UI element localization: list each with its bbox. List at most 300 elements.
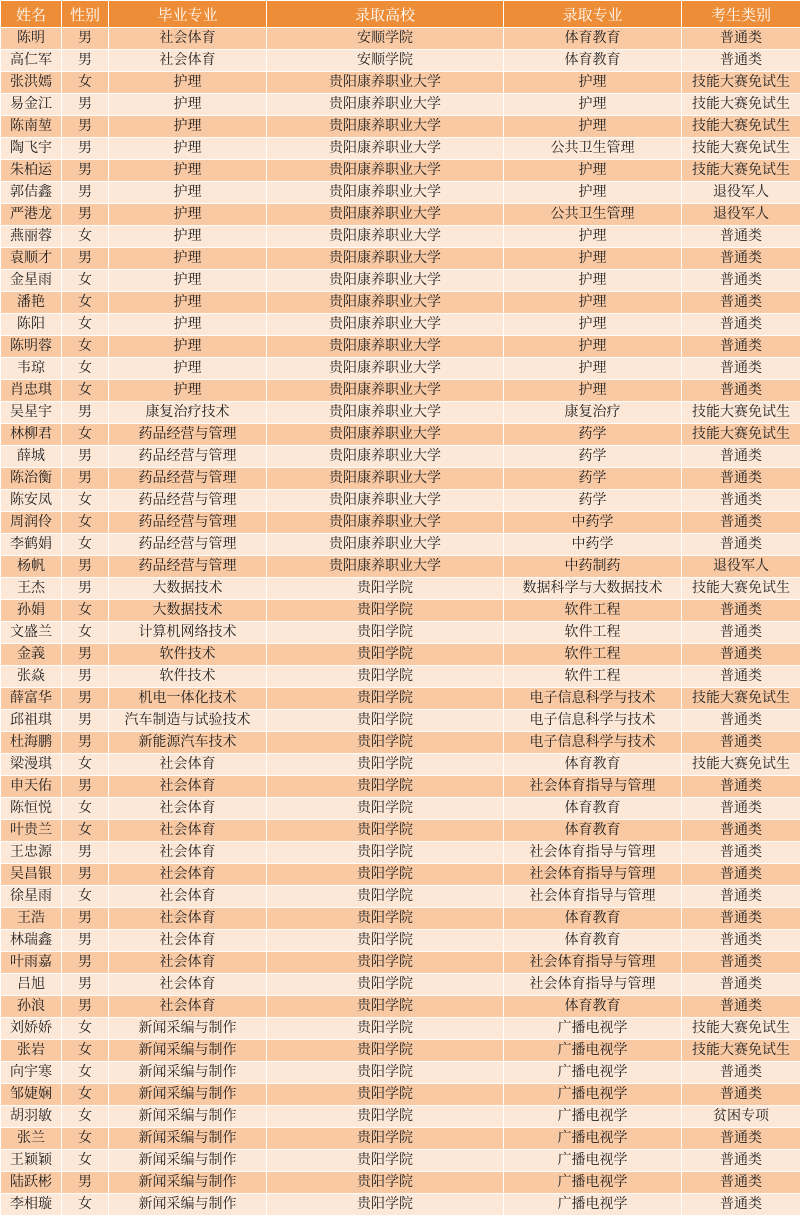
- cell-graduation-major: 社会体育: [109, 842, 267, 864]
- cell-admitted-major: 社会体育指导与管理: [504, 886, 682, 908]
- cell-gender: 女: [62, 1194, 109, 1216]
- cell-name: 王颖颖: [1, 1150, 62, 1172]
- cell-graduation-major: 护理: [109, 94, 267, 116]
- cell-name: 陈阳: [1, 314, 62, 336]
- cell-name: 邱祖琪: [1, 710, 62, 732]
- cell-gender: 女: [62, 534, 109, 556]
- table-row: [1, 468, 800, 490]
- cell-category: 普通类: [682, 1062, 800, 1084]
- cell-category: 普通类: [682, 732, 800, 754]
- table-row: [1, 666, 800, 688]
- cell-admitted-major: 社会体育指导与管理: [504, 864, 682, 886]
- cell-graduation-major: 药品经营与管理: [109, 512, 267, 534]
- cell-admitted-major: 护理: [504, 72, 682, 94]
- cell-gender: 男: [62, 908, 109, 930]
- cell-admitted-major: 护理: [504, 248, 682, 270]
- cell-gender: 男: [62, 864, 109, 886]
- cell-gender: 女: [62, 1106, 109, 1128]
- table-row: [1, 600, 800, 622]
- cell-gender: 男: [62, 732, 109, 754]
- cell-graduation-major: 新闻采编与制作: [109, 1172, 267, 1194]
- cell-admitted-major: 数据科学与大数据技术: [504, 578, 682, 600]
- cell-name: 张洪嫣: [1, 72, 62, 94]
- cell-name: 陶飞宇: [1, 138, 62, 160]
- cell-graduation-major: 护理: [109, 160, 267, 182]
- cell-category: 普通类: [682, 380, 800, 402]
- cell-gender: 女: [62, 1084, 109, 1106]
- cell-admitted-major: 护理: [504, 314, 682, 336]
- cell-name: 严港龙: [1, 204, 62, 226]
- cell-admitted-school: 贵阳学院: [267, 732, 504, 754]
- cell-name: 高仁军: [1, 50, 62, 72]
- cell-admitted-major: 社会体育指导与管理: [504, 952, 682, 974]
- cell-admitted-major: 社会体育指导与管理: [504, 842, 682, 864]
- cell-graduation-major: 护理: [109, 336, 267, 358]
- cell-admitted-major: 护理: [504, 380, 682, 402]
- cell-graduation-major: 药品经营与管理: [109, 468, 267, 490]
- cell-graduation-major: 康复治疗技术: [109, 402, 267, 424]
- cell-name: 杜海鹏: [1, 732, 62, 754]
- cell-admitted-school: 贵阳康养职业大学: [267, 270, 504, 292]
- cell-graduation-major: 社会体育: [109, 754, 267, 776]
- cell-name: 申天佑: [1, 776, 62, 798]
- cell-gender: 女: [62, 820, 109, 842]
- cell-name: 易金江: [1, 94, 62, 116]
- cell-admitted-major: 康复治疗: [504, 402, 682, 424]
- cell-graduation-major: 大数据技术: [109, 600, 267, 622]
- cell-gender: 女: [62, 314, 109, 336]
- table-row: [1, 1084, 800, 1106]
- cell-admitted-major: 社会体育指导与管理: [504, 776, 682, 798]
- cell-category: 普通类: [682, 886, 800, 908]
- cell-category: 普通类: [682, 776, 800, 798]
- cell-category: 普通类: [682, 1194, 800, 1216]
- cell-admitted-school: 贵阳康养职业大学: [267, 402, 504, 424]
- table-row: [1, 490, 800, 512]
- cell-gender: 女: [62, 512, 109, 534]
- cell-admitted-major: 中药制药: [504, 556, 682, 578]
- cell-category: 普通类: [682, 1128, 800, 1150]
- cell-gender: 男: [62, 160, 109, 182]
- cell-graduation-major: 新能源汽车技术: [109, 732, 267, 754]
- cell-category: 普通类: [682, 490, 800, 512]
- cell-name: 陈恒悦: [1, 798, 62, 820]
- cell-admitted-school: 贵阳康养职业大学: [267, 446, 504, 468]
- cell-graduation-major: 药品经营与管理: [109, 446, 267, 468]
- cell-category: 普通类: [682, 644, 800, 666]
- cell-gender: 男: [62, 182, 109, 204]
- cell-admitted-school: 贵阳康养职业大学: [267, 336, 504, 358]
- cell-admitted-major: 广播电视学: [504, 1084, 682, 1106]
- cell-name: 周润伶: [1, 512, 62, 534]
- cell-graduation-major: 新闻采编与制作: [109, 1128, 267, 1150]
- table-row: [1, 160, 800, 182]
- table-row: [1, 380, 800, 402]
- cell-gender: 男: [62, 138, 109, 160]
- cell-name: 叶贵兰: [1, 820, 62, 842]
- cell-admitted-school: 贵阳学院: [267, 1106, 504, 1128]
- cell-name: 叶雨嘉: [1, 952, 62, 974]
- cell-category: 普通类: [682, 952, 800, 974]
- cell-gender: 男: [62, 248, 109, 270]
- cell-admitted-school: 贵阳学院: [267, 754, 504, 776]
- cell-category: 普通类: [682, 446, 800, 468]
- cell-name: 郭佶鑫: [1, 182, 62, 204]
- cell-admitted-school: 贵阳学院: [267, 710, 504, 732]
- table-row: [1, 710, 800, 732]
- cell-graduation-major: 社会体育: [109, 864, 267, 886]
- table-row: [1, 94, 800, 116]
- table-row: [1, 996, 800, 1018]
- cell-name: 张岩: [1, 1040, 62, 1062]
- table-row: [1, 50, 800, 72]
- cell-category: 普通类: [682, 512, 800, 534]
- cell-admitted-major: 广播电视学: [504, 1062, 682, 1084]
- cell-admitted-major: 体育教育: [504, 28, 682, 50]
- cell-admitted-major: 体育教育: [504, 930, 682, 952]
- cell-graduation-major: 社会体育: [109, 776, 267, 798]
- cell-admitted-school: 贵阳康养职业大学: [267, 424, 504, 446]
- cell-name: 王浩: [1, 908, 62, 930]
- cell-name: 陈治衡: [1, 468, 62, 490]
- cell-admitted-school: 贵阳康养职业大学: [267, 490, 504, 512]
- cell-admitted-school: 贵阳学院: [267, 908, 504, 930]
- cell-admitted-major: 公共卫生管理: [504, 204, 682, 226]
- cell-admitted-school: 贵阳康养职业大学: [267, 116, 504, 138]
- cell-category: 普通类: [682, 1172, 800, 1194]
- cell-name: 金星雨: [1, 270, 62, 292]
- cell-name: 朱柏运: [1, 160, 62, 182]
- cell-graduation-major: 新闻采编与制作: [109, 1084, 267, 1106]
- table-row: [1, 732, 800, 754]
- cell-category: 普通类: [682, 270, 800, 292]
- cell-admitted-major: 软件工程: [504, 600, 682, 622]
- cell-name: 王忠源: [1, 842, 62, 864]
- table-row: [1, 182, 800, 204]
- cell-gender: 女: [62, 424, 109, 446]
- table-row: [1, 402, 800, 424]
- cell-gender: 女: [62, 1128, 109, 1150]
- cell-admitted-school: 贵阳学院: [267, 820, 504, 842]
- cell-graduation-major: 新闻采编与制作: [109, 1150, 267, 1172]
- cell-name: 薛城: [1, 446, 62, 468]
- cell-name: 吴昌银: [1, 864, 62, 886]
- cell-graduation-major: 社会体育: [109, 886, 267, 908]
- cell-category: 普通类: [682, 974, 800, 996]
- cell-graduation-major: 社会体育: [109, 952, 267, 974]
- cell-admitted-school: 安顺学院: [267, 28, 504, 50]
- cell-graduation-major: 社会体育: [109, 798, 267, 820]
- table-row: [1, 798, 800, 820]
- table-row: [1, 820, 800, 842]
- cell-name: 王杰: [1, 578, 62, 600]
- table-row: [1, 776, 800, 798]
- cell-category: 技能大赛免试生: [682, 424, 800, 446]
- table-row: [1, 1018, 800, 1040]
- table-row: [1, 424, 800, 446]
- cell-graduation-major: 新闻采编与制作: [109, 1194, 267, 1216]
- cell-admitted-major: 社会体育指导与管理: [504, 974, 682, 996]
- header-row: [1, 1, 800, 28]
- cell-graduation-major: 软件技术: [109, 644, 267, 666]
- cell-category: 技能大赛免试生: [682, 116, 800, 138]
- cell-category: 普通类: [682, 248, 800, 270]
- cell-category: 普通类: [682, 864, 800, 886]
- cell-admitted-school: 贵阳学院: [267, 578, 504, 600]
- cell-graduation-major: 新闻采编与制作: [109, 1062, 267, 1084]
- cell-admitted-school: 贵阳康养职业大学: [267, 292, 504, 314]
- cell-admitted-major: 体育教育: [504, 50, 682, 72]
- cell-name: 徐星雨: [1, 886, 62, 908]
- cell-name: 肖忠琪: [1, 380, 62, 402]
- cell-admitted-school: 贵阳康养职业大学: [267, 138, 504, 160]
- cell-graduation-major: 药品经营与管理: [109, 490, 267, 512]
- cell-admitted-school: 贵阳学院: [267, 600, 504, 622]
- cell-admitted-major: 广播电视学: [504, 1040, 682, 1062]
- cell-category: 普通类: [682, 600, 800, 622]
- table-row: [1, 930, 800, 952]
- cell-name: 向宇寒: [1, 1062, 62, 1084]
- cell-graduation-major: 护理: [109, 72, 267, 94]
- cell-graduation-major: 社会体育: [109, 908, 267, 930]
- cell-name: 韦琼: [1, 358, 62, 380]
- cell-admitted-school: 贵阳学院: [267, 842, 504, 864]
- table-row: [1, 1194, 800, 1216]
- cell-gender: 女: [62, 1040, 109, 1062]
- cell-graduation-major: 护理: [109, 358, 267, 380]
- cell-gender: 女: [62, 798, 109, 820]
- table-row: [1, 1040, 800, 1062]
- cell-admitted-major: 电子信息科学与技术: [504, 710, 682, 732]
- cell-name: 陈安凤: [1, 490, 62, 512]
- cell-admitted-school: 贵阳康养职业大学: [267, 534, 504, 556]
- table-row: [1, 358, 800, 380]
- cell-admitted-major: 广播电视学: [504, 1150, 682, 1172]
- cell-category: 技能大赛免试生: [682, 578, 800, 600]
- cell-graduation-major: 护理: [109, 204, 267, 226]
- cell-admitted-major: 护理: [504, 336, 682, 358]
- cell-gender: 男: [62, 578, 109, 600]
- cell-graduation-major: 计算机网络技术: [109, 622, 267, 644]
- cell-name: 孙娟: [1, 600, 62, 622]
- col-header-graduation-major: 毕业专业: [109, 1, 267, 28]
- table-row: [1, 1106, 800, 1128]
- table-row: [1, 248, 800, 270]
- table-row: [1, 974, 800, 996]
- cell-graduation-major: 护理: [109, 248, 267, 270]
- cell-graduation-major: 新闻采编与制作: [109, 1040, 267, 1062]
- cell-gender: 男: [62, 776, 109, 798]
- cell-name: 李鹤娟: [1, 534, 62, 556]
- cell-gender: 男: [62, 446, 109, 468]
- cell-name: 陈南堃: [1, 116, 62, 138]
- cell-graduation-major: 护理: [109, 138, 267, 160]
- cell-graduation-major: 社会体育: [109, 28, 267, 50]
- cell-graduation-major: 药品经营与管理: [109, 556, 267, 578]
- col-header-admitted-major: 录取专业: [504, 1, 682, 28]
- cell-admitted-major: 中药学: [504, 534, 682, 556]
- cell-name: 张兰: [1, 1128, 62, 1150]
- cell-admitted-major: 体育教育: [504, 798, 682, 820]
- cell-graduation-major: 护理: [109, 380, 267, 402]
- cell-gender: 男: [62, 996, 109, 1018]
- cell-name: 孙浪: [1, 996, 62, 1018]
- cell-category: 普通类: [682, 1084, 800, 1106]
- cell-name: 吕旭: [1, 974, 62, 996]
- table-row: [1, 842, 800, 864]
- cell-admitted-school: 贵阳学院: [267, 688, 504, 710]
- table-row: [1, 314, 800, 336]
- cell-gender: 男: [62, 952, 109, 974]
- cell-admitted-major: 体育教育: [504, 820, 682, 842]
- cell-category: 普通类: [682, 996, 800, 1018]
- col-header-gender: 性别: [62, 1, 109, 28]
- cell-gender: 男: [62, 94, 109, 116]
- cell-gender: 男: [62, 930, 109, 952]
- cell-name: 文盛兰: [1, 622, 62, 644]
- cell-admitted-school: 贵阳康养职业大学: [267, 72, 504, 94]
- cell-category: 退役军人: [682, 204, 800, 226]
- cell-admitted-school: 贵阳学院: [267, 622, 504, 644]
- cell-admitted-major: 软件工程: [504, 666, 682, 688]
- cell-name: 潘艳: [1, 292, 62, 314]
- cell-name: 梁漫琪: [1, 754, 62, 776]
- cell-gender: 女: [62, 270, 109, 292]
- cell-gender: 女: [62, 600, 109, 622]
- cell-category: 普通类: [682, 28, 800, 50]
- cell-gender: 男: [62, 116, 109, 138]
- cell-gender: 男: [62, 28, 109, 50]
- table-row: [1, 578, 800, 600]
- cell-graduation-major: 护理: [109, 182, 267, 204]
- cell-category: 技能大赛免试生: [682, 402, 800, 424]
- cell-category: 技能大赛免试生: [682, 1018, 800, 1040]
- cell-admitted-major: 护理: [504, 116, 682, 138]
- col-header-name: 姓名: [1, 1, 62, 28]
- cell-category: 退役军人: [682, 556, 800, 578]
- cell-graduation-major: 社会体育: [109, 820, 267, 842]
- cell-graduation-major: 社会体育: [109, 930, 267, 952]
- cell-gender: 男: [62, 666, 109, 688]
- cell-graduation-major: 护理: [109, 226, 267, 248]
- cell-admitted-school: 贵阳康养职业大学: [267, 512, 504, 534]
- cell-graduation-major: 软件技术: [109, 666, 267, 688]
- table-row: [1, 1172, 800, 1194]
- cell-category: 普通类: [682, 292, 800, 314]
- cell-gender: 男: [62, 556, 109, 578]
- cell-admitted-school: 贵阳学院: [267, 1018, 504, 1040]
- cell-graduation-major: 社会体育: [109, 974, 267, 996]
- cell-name: 吴星宇: [1, 402, 62, 424]
- cell-graduation-major: 社会体育: [109, 996, 267, 1018]
- cell-admitted-school: 贵阳学院: [267, 1128, 504, 1150]
- cell-category: 技能大赛免试生: [682, 688, 800, 710]
- cell-admitted-school: 贵阳学院: [267, 930, 504, 952]
- cell-admitted-major: 护理: [504, 292, 682, 314]
- cell-category: 普通类: [682, 50, 800, 72]
- cell-name: 杨帆: [1, 556, 62, 578]
- cell-graduation-major: 药品经营与管理: [109, 534, 267, 556]
- cell-gender: 男: [62, 402, 109, 424]
- cell-admitted-school: 贵阳学院: [267, 644, 504, 666]
- cell-admitted-school: 贵阳学院: [267, 1172, 504, 1194]
- cell-admitted-major: 药学: [504, 424, 682, 446]
- table-row: [1, 270, 800, 292]
- cell-gender: 男: [62, 974, 109, 996]
- table-row: [1, 644, 800, 666]
- cell-admitted-school: 贵阳康养职业大学: [267, 248, 504, 270]
- cell-admitted-major: 软件工程: [504, 622, 682, 644]
- cell-graduation-major: 护理: [109, 116, 267, 138]
- cell-admitted-major: 体育教育: [504, 996, 682, 1018]
- cell-graduation-major: 新闻采编与制作: [109, 1018, 267, 1040]
- table-row: [1, 226, 800, 248]
- table-row: [1, 952, 800, 974]
- cell-graduation-major: 护理: [109, 292, 267, 314]
- table-row: [1, 28, 800, 50]
- cell-category: 普通类: [682, 842, 800, 864]
- col-header-admitted-school: 录取高校: [267, 1, 504, 28]
- cell-admitted-school: 贵阳学院: [267, 996, 504, 1018]
- cell-admitted-major: 护理: [504, 182, 682, 204]
- cell-category: 普通类: [682, 908, 800, 930]
- cell-category: 技能大赛免试生: [682, 160, 800, 182]
- cell-admitted-major: 广播电视学: [504, 1128, 682, 1150]
- cell-category: 普通类: [682, 1150, 800, 1172]
- cell-category: 退役军人: [682, 182, 800, 204]
- cell-gender: 女: [62, 380, 109, 402]
- cell-admitted-school: 贵阳学院: [267, 974, 504, 996]
- cell-gender: 女: [62, 1150, 109, 1172]
- cell-category: 贫困专项: [682, 1106, 800, 1128]
- table-row: [1, 336, 800, 358]
- cell-admitted-major: 软件工程: [504, 644, 682, 666]
- table-row: [1, 622, 800, 644]
- cell-category: 普通类: [682, 336, 800, 358]
- cell-gender: 男: [62, 204, 109, 226]
- cell-admitted-school: 贵阳学院: [267, 1084, 504, 1106]
- cell-graduation-major: 护理: [109, 314, 267, 336]
- cell-gender: 男: [62, 710, 109, 732]
- table-row: [1, 138, 800, 160]
- cell-admitted-major: 广播电视学: [504, 1172, 682, 1194]
- cell-admitted-school: 贵阳康养职业大学: [267, 160, 504, 182]
- cell-admitted-school: 贵阳康养职业大学: [267, 468, 504, 490]
- cell-gender: 女: [62, 358, 109, 380]
- cell-admitted-school: 贵阳学院: [267, 1040, 504, 1062]
- cell-gender: 男: [62, 688, 109, 710]
- table-row: [1, 72, 800, 94]
- cell-name: 邹婕娴: [1, 1084, 62, 1106]
- cell-graduation-major: 机电一体化技术: [109, 688, 267, 710]
- cell-category: 普通类: [682, 798, 800, 820]
- cell-admitted-major: 护理: [504, 270, 682, 292]
- cell-admitted-school: 贵阳康养职业大学: [267, 182, 504, 204]
- cell-admitted-school: 贵阳学院: [267, 864, 504, 886]
- table-row: [1, 446, 800, 468]
- cell-admitted-major: 药学: [504, 446, 682, 468]
- cell-category: 普通类: [682, 666, 800, 688]
- cell-gender: 女: [62, 1018, 109, 1040]
- table-row: [1, 512, 800, 534]
- cell-category: 普通类: [682, 468, 800, 490]
- table-row: [1, 688, 800, 710]
- cell-admitted-major: 药学: [504, 490, 682, 512]
- cell-admitted-school: 贵阳康养职业大学: [267, 226, 504, 248]
- cell-gender: 女: [62, 336, 109, 358]
- cell-category: 普通类: [682, 358, 800, 380]
- cell-gender: 女: [62, 292, 109, 314]
